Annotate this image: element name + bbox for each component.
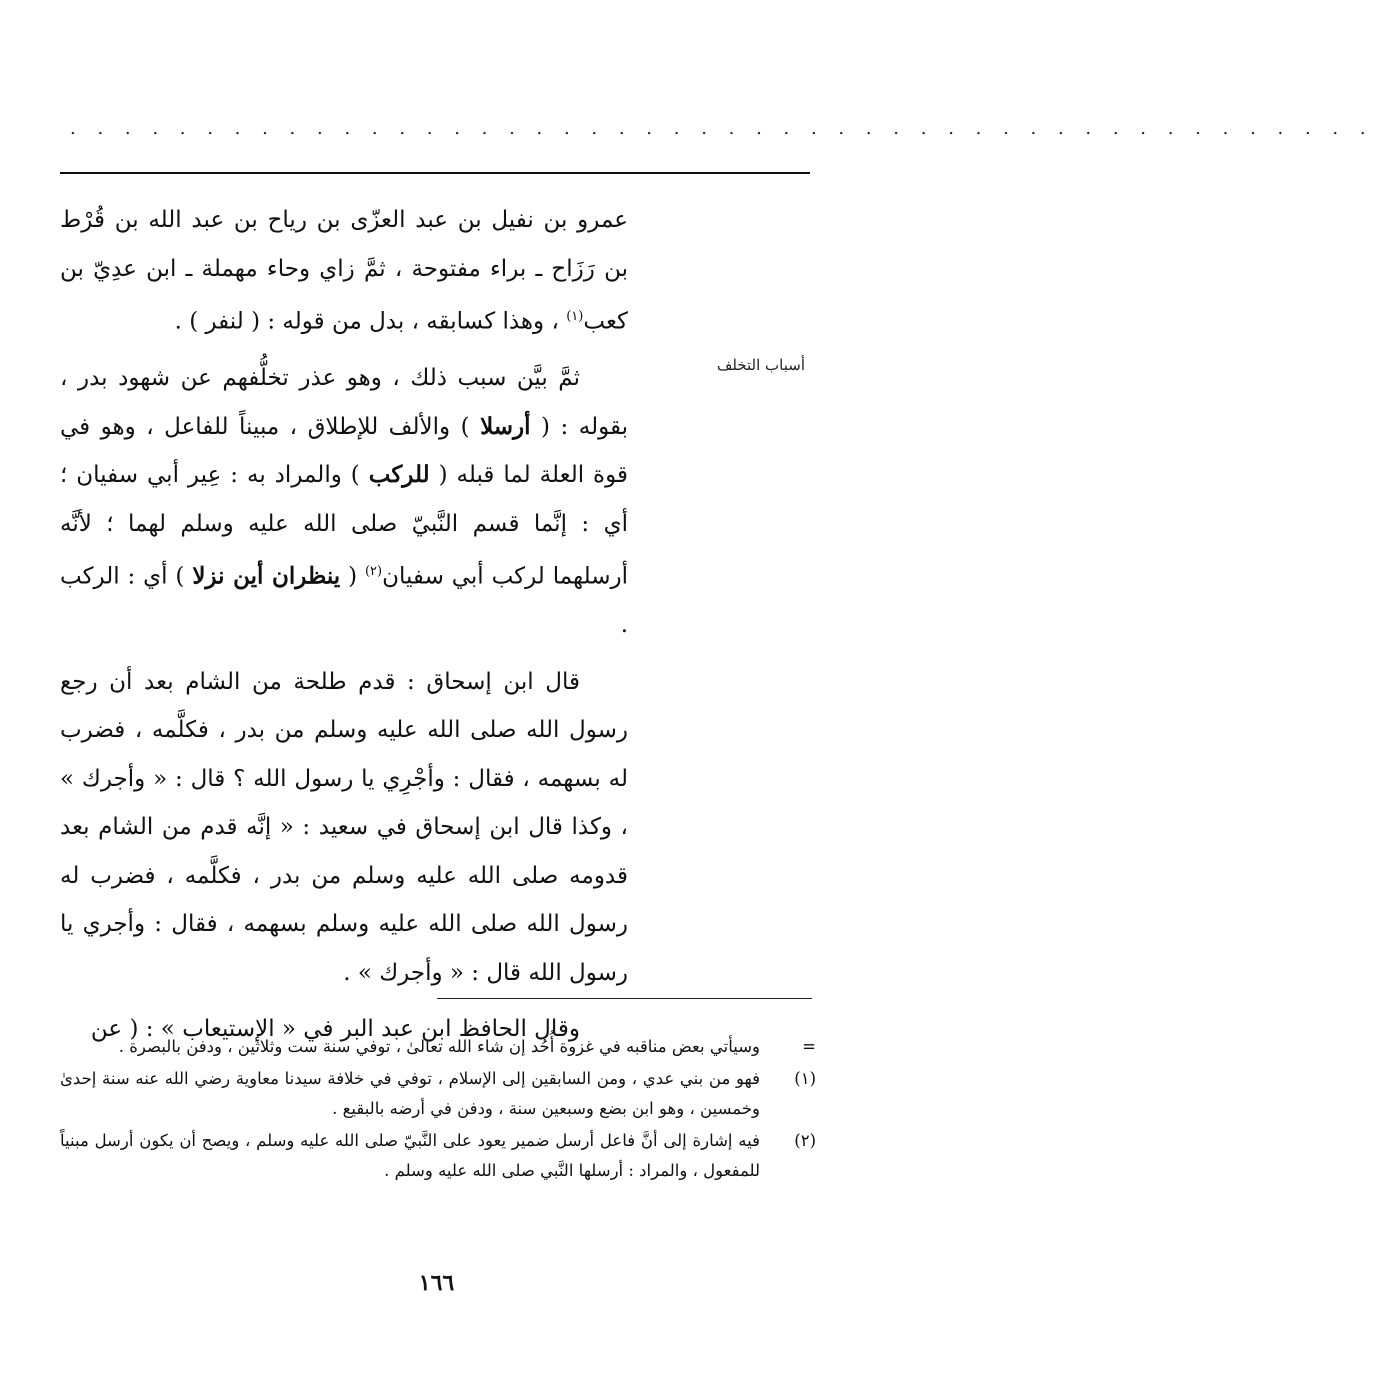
main-text <box>60 196 628 1062</box>
footnote-text: فهو من بني عدي ، ومن السابقين إلى الإسلام ، توفي في خلافة سيدنا معاوية رضي الله عنه سنة إحدىٰ وخمسين ، وهو ابن بضع وسبعين سنة ، ودفن في أرضه بالبقيع . <box>60 1069 760 1118</box>
footnote-ref-1: (١) <box>566 309 584 324</box>
footnote-ref-2: (٢) <box>364 564 383 580</box>
paragraph-3: قال ابن إسحاق : قدم طلحة من الشام بعد أن رجع رسول الله صلى الله عليه وسلم من بدر ، فكلَّمه ، فضرب له بسهمه ، فقال : وأجْرِي يا رسول الله ؟ قال : « وأجرك » ، وكذا قال ابن إسحاق في سعيد : « إنَّه قدم من الشام بعد قدومه صلى الله عليه وسلم من بدر ، فكلَّمه ، فضرب له رسول الله صلى الله عليه وسلم بسهمه ، فقال : وأجري يا رسول الله قال : « وأجرك » . <box>60 668 628 986</box>
footnote-continuation <box>60 1032 816 1062</box>
footnotes <box>60 1032 816 1188</box>
footnote-mark: = <box>802 1037 816 1056</box>
quoted-term: أرسلا <box>480 412 531 440</box>
header-rule <box>60 172 810 174</box>
footnote-1 <box>60 1064 816 1124</box>
quoted-term: ينظران أين نزلا <box>192 562 341 590</box>
paragraph-2: ثمَّ بيَّن سبب ذلك ، وهو عذر تخلُّفهم عن شهود بدر ، بقوله : ( أرسلا ) والألف للإطلاق ، مبيناً للفاعل ، وهو في قوة العلة لما قبله ( للركب ) والمراد به : عِير أبي سفيان ؛ أي : إنَّما قسم النَّبيّ صلى الله عليه وسلم لهما ؛ لأنَّه أرسلهما لركب أبي سفيان$^{(٢)}$ ( ينظران أين نزلا ) أي : الركب . <box>60 365 628 639</box>
footnote-separator <box>437 998 812 999</box>
quoted-term: للركب <box>368 461 430 489</box>
margin-note: أسباب التخلف <box>716 356 805 374</box>
footnote-2 <box>60 1126 816 1186</box>
footnote-text: وسيأتي بعض مناقبه في غزوة أُحُد إن شاء الله تعالىٰ ، توفي سنة ست وثلاثين ، ودفن بالبصرة . <box>118 1037 760 1056</box>
footnote-text: فيه إشارة إلى أنَّ فاعل أرسل ضمير يعود على النَّبيّ صلى الله عليه وسلم ، ويصح أن يكون أرسل مبنياً للمفعول ، والمراد : أرسلها النَّبي صلى الله عليه وسلم . <box>60 1131 760 1180</box>
header-dotted-line: . . . . . . . . . . . . . . . . . . . . . . . . . . . . . . . . . . . . . . . . . . . . . . . . <box>70 118 1374 139</box>
paragraph-4: وقال الحافظ ابن عبد البر في « الإستيعاب » : ( عن <box>90 1016 580 1043</box>
page-number: ١٦٦ <box>418 1270 455 1296</box>
footnote-mark: (٢) <box>794 1131 816 1150</box>
footnote-mark: (١) <box>794 1069 816 1088</box>
paragraph-1: عمرو بن نفيل بن عبد العزّى بن رياح بن عبد الله بن قُرْط بن رَزَاح ـ براء مفتوحة ، ثمَّ زاي وحاء مهملة ـ ابن عدِيّ بن كعب$^{(١)}$ ، وهذا كسابقه ، بدل من قوله : ( لنفر ) . <box>60 207 628 335</box>
